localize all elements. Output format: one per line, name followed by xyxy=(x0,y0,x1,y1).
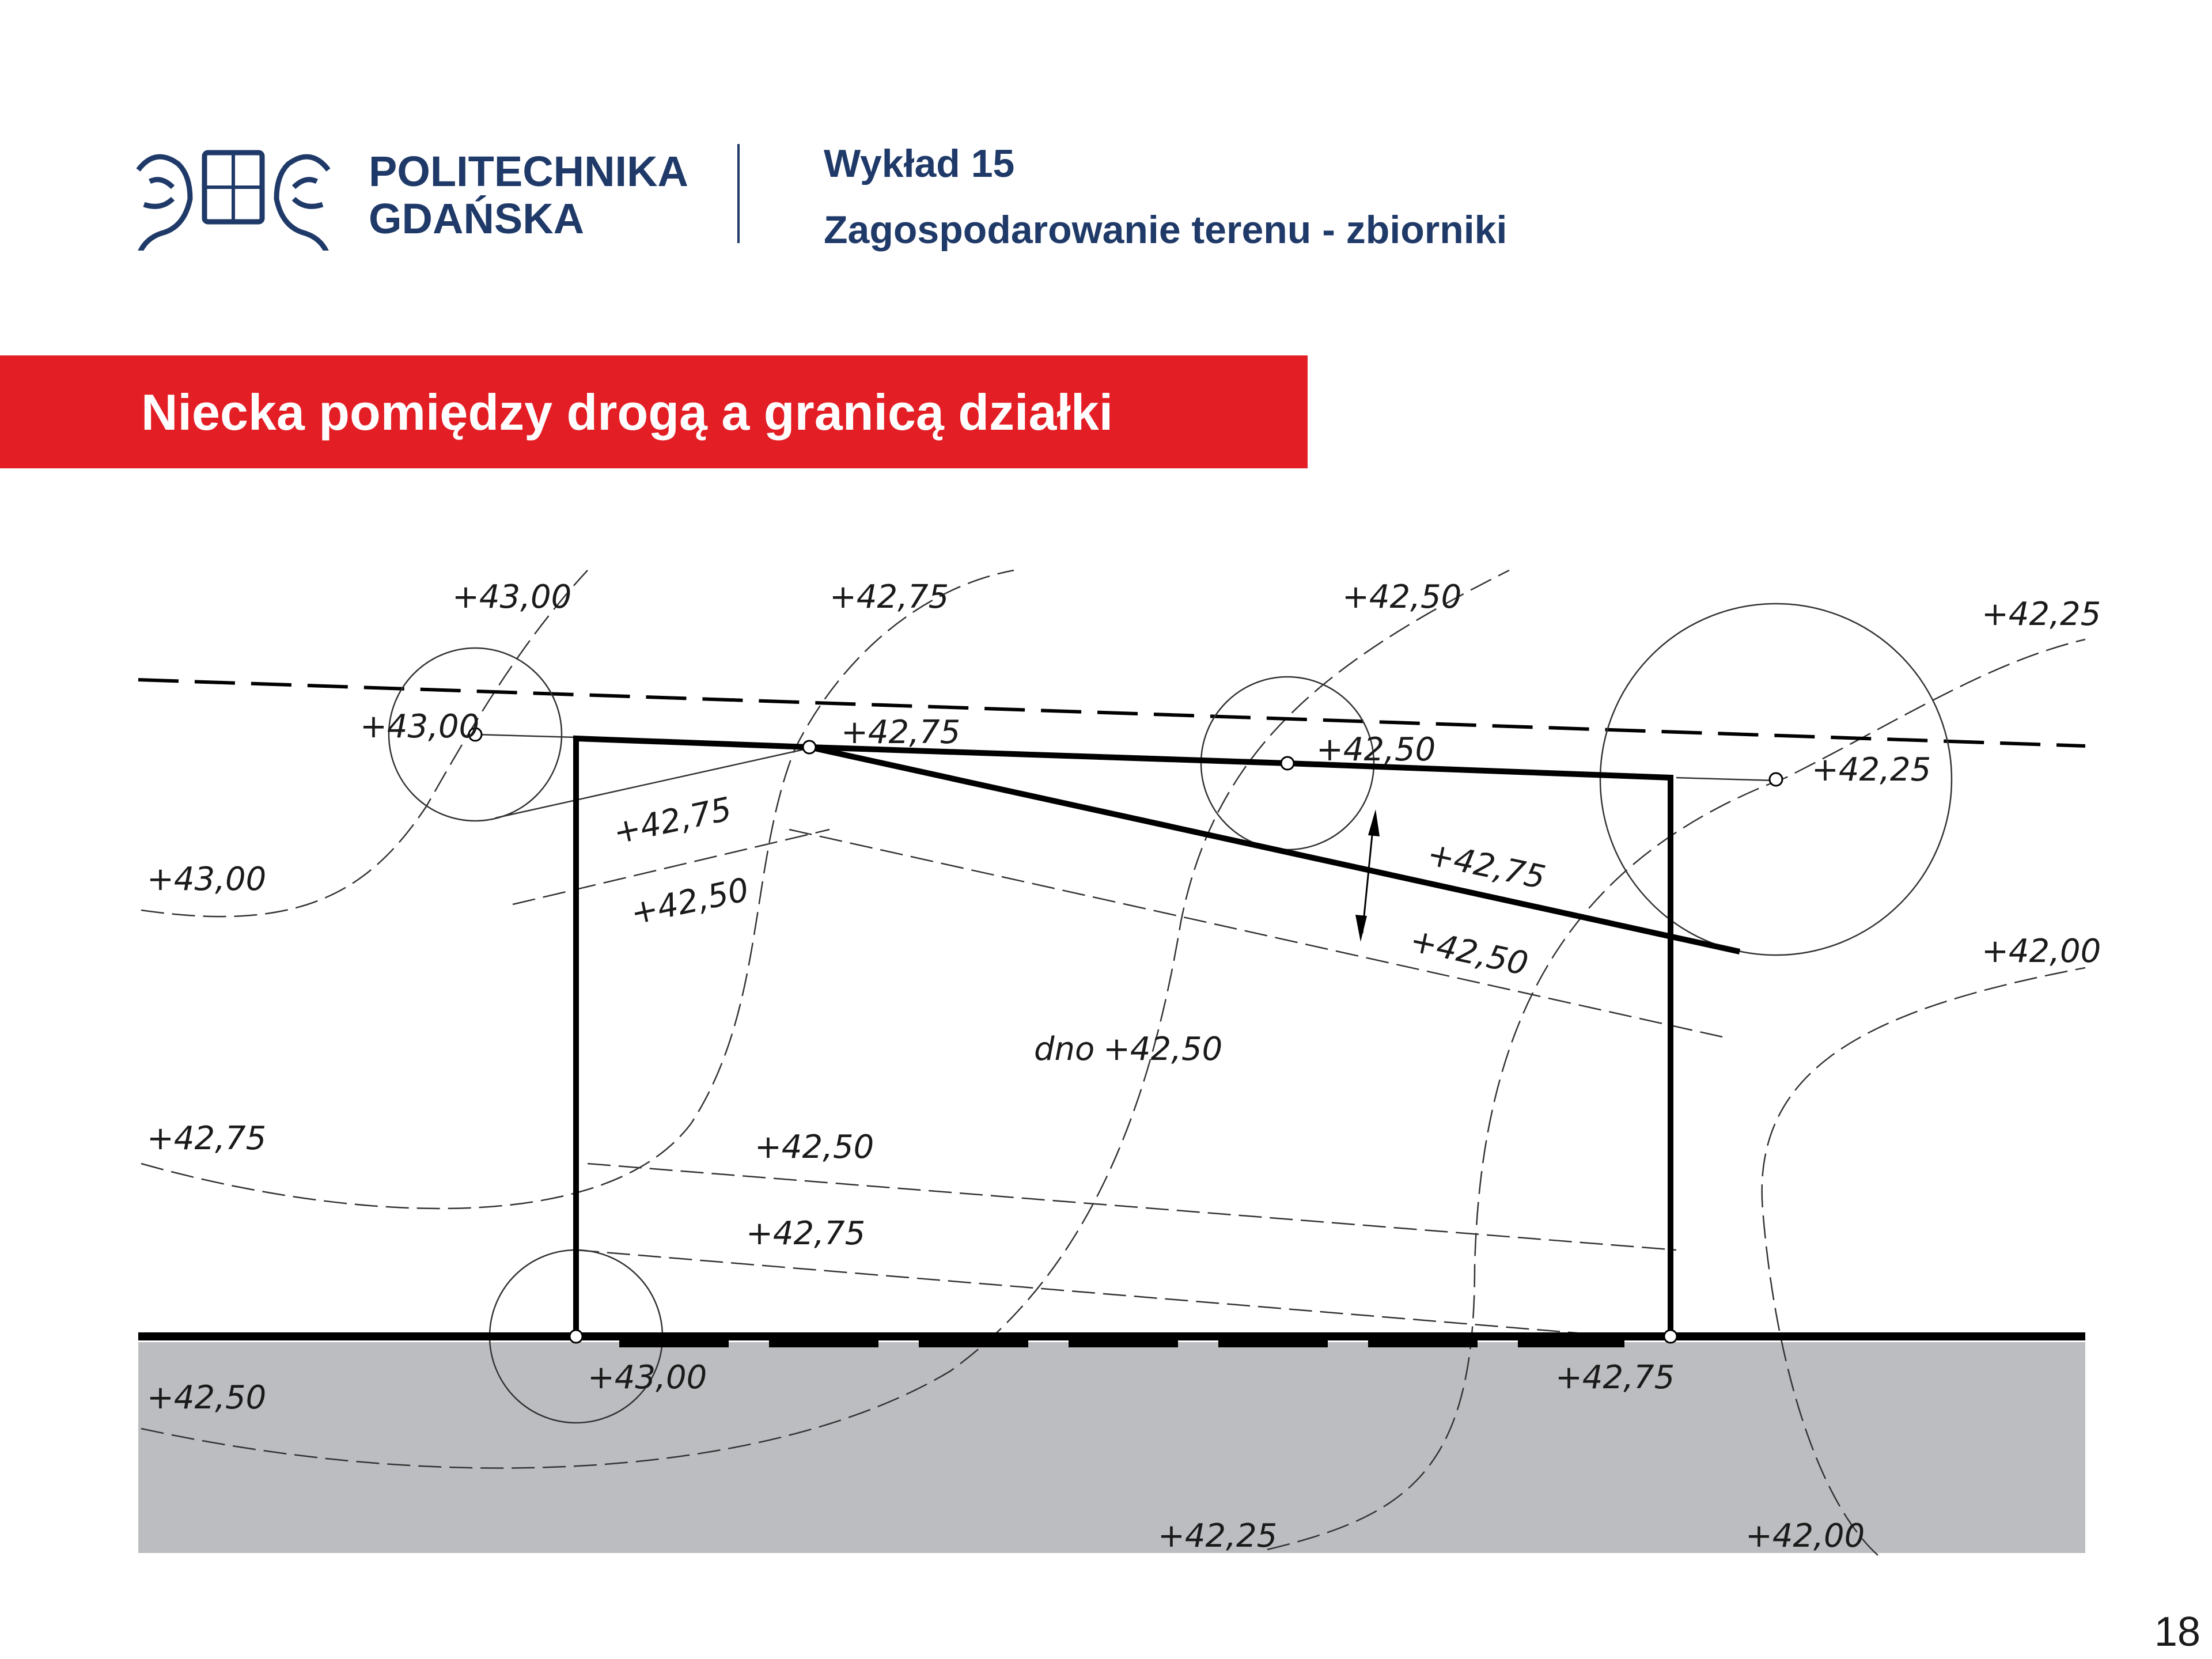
point-label: +42,50 xyxy=(1316,731,1436,768)
point-label: +43,00 xyxy=(360,708,480,745)
inner-label: +42,50 xyxy=(755,1128,874,1166)
slide-title: Niecka pomiędzy drogą a granicą działki xyxy=(141,384,1113,441)
page-number: 18 xyxy=(2154,1609,2200,1655)
embankment-line xyxy=(576,1250,1619,1336)
corner-label: +43,00 xyxy=(588,1359,707,1396)
left-edge-label: +43,00 xyxy=(147,861,267,898)
basin-label: +42,50 xyxy=(627,871,752,933)
point-label: +42,75 xyxy=(841,714,961,751)
contour-label: +42,00 xyxy=(1982,933,2101,970)
contour-label: +43,00 xyxy=(452,578,572,616)
point-label: +42,25 xyxy=(1812,751,1931,789)
embankment-line xyxy=(789,830,1722,1037)
left-edge-label: +42,50 xyxy=(147,1379,267,1416)
contour-label: +42,50 xyxy=(1342,578,1462,616)
bottom-contour-label: +42,25 xyxy=(1158,1517,1278,1555)
elevation-point xyxy=(803,741,816,753)
logo-text-line1: POLITECHNIKA xyxy=(369,147,688,195)
slope-label: +42,75 xyxy=(1424,835,1549,897)
elevation-point xyxy=(1281,757,1294,770)
left-edge-label: +42,75 xyxy=(147,1120,267,1157)
basin-label: +42,75 xyxy=(610,790,735,852)
reference-line xyxy=(1676,778,1774,781)
contour-label: +42,75 xyxy=(830,578,949,616)
logo-text-line2: GDAŃSKA xyxy=(369,195,585,243)
inner-label: +42,75 xyxy=(746,1215,866,1252)
lecture-number: Wykład 15 xyxy=(824,142,1015,185)
contour-label: +42,25 xyxy=(1982,596,2101,633)
basin-bottom-label: dno xyxy=(1034,1031,1095,1068)
slope-arrow-icon xyxy=(1355,809,1380,942)
bottom-contour-label: +42,00 xyxy=(1745,1517,1865,1555)
lecture-topic: Zagospodarowanie terenu - zbiorniki xyxy=(824,208,1508,252)
elevation-point xyxy=(1664,1330,1677,1343)
basin-bottom-elevation: +42,50 xyxy=(1103,1031,1223,1068)
elevation-point xyxy=(1770,773,1782,786)
elevation-point xyxy=(570,1330,582,1343)
slope-label: +42,50 xyxy=(1407,922,1532,983)
corner-label: +42,75 xyxy=(1555,1359,1675,1396)
